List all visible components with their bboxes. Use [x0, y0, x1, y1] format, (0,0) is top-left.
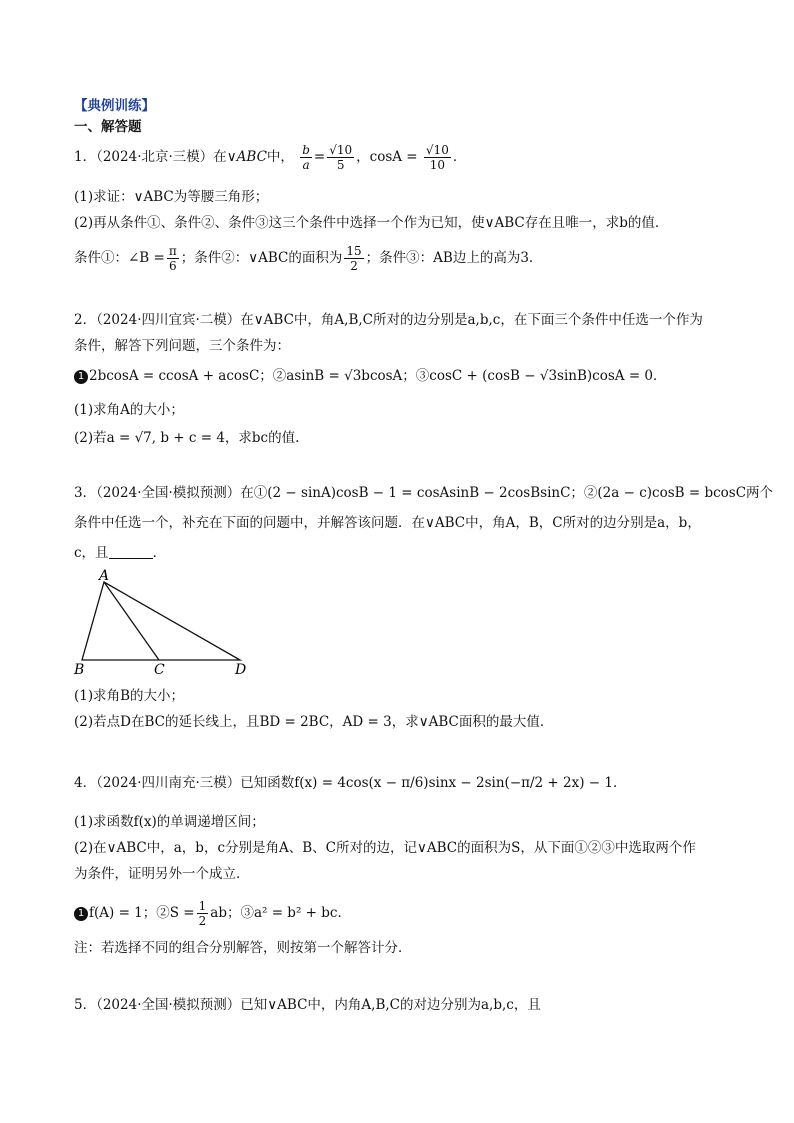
q1-stem: 1．（2024·北京·三模）在∨ABC中， $\frac{b}{a}$ = $\frac{√10}{5}$ ，cosA = $\frac{√10}{10}$ ． [74, 143, 467, 172]
answer-blank [109, 544, 153, 559]
label-d: D [235, 662, 247, 678]
q3-stem-line3: c，且 ． [74, 545, 167, 561]
q1-part1: (1)求证：∨ABC为等腰三角形； [74, 189, 269, 205]
q2-stem-line2: 条件，解答下列问题，三个条件为： [74, 338, 290, 354]
q1-frac-root10-over-5: $\frac{√10}{5}$ [329, 143, 353, 172]
q4-frac-1-over-2: $\frac{1}{2}$ [198, 899, 207, 928]
section-title: 一、解答题 [74, 119, 142, 135]
circled-1-icon: 1 [74, 907, 88, 921]
triangle-figure [70, 566, 260, 680]
q3-part1: (1)求角B的大小； [74, 688, 185, 704]
q4-stem: 4．（2024·四川南充·三模）已知函数f(x) = 4cos(x − π/6)sinx − 2sin(−π/2 + 2x) − 1． [74, 775, 627, 791]
q5-stem: 5．（2024·全国·模拟预测）已知∨ABC中，内角A,B,C的对边分别为a,b,c，且 [74, 997, 541, 1013]
triangle-abd [82, 582, 240, 660]
q1-frac-pi-over-6: $\frac{\pi}{6}$ [168, 244, 177, 273]
q2-stem-line1: 2．（2024·四川宜宾·二模）在∨ABC中，角A,B,C所对的边分别是a,b,c，在下面三个条件中任选一个作为 [74, 312, 703, 328]
q2-conditions: 1 2bcosA = ccosA + acosC；②asinB = √3bcosA；③cosC + (cosB − √3sinB)cosA = 0． [74, 366, 667, 386]
q4-conditions: 1 f(A) = 1；②S = $\frac{1}{2}$ ab；③a² = b² + bc． [74, 898, 351, 928]
q1-conditions: 条件①：∠B = $\frac{\pi}{6}$ ；条件②：∨ABC的面积为 $\frac{15}{2}$ ；条件③：AB边上的高为3． [74, 244, 543, 273]
q4-part2-line1: (2)在∨ABC中，a，b，c分别是角A、B、C所对的边，记∨ABC的面积为S，从下面①②③中选取两个作 [74, 840, 696, 856]
heading: 【典例训练】 [74, 98, 155, 114]
q1-frac-15-over-2: $\frac{15}{2}$ [346, 244, 362, 273]
label-b: B [74, 662, 85, 678]
q1-frac-root10-over-10: $\frac{√10}{10}$ [425, 143, 449, 172]
q4-part1: (1)求函数f(x)的单调递增区间； [74, 814, 265, 830]
label-a: A [99, 568, 110, 584]
q1-frac-b-over-a: $\frac{b}{a}$ [302, 143, 310, 172]
q2-part1: (1)求角A的大小； [74, 402, 184, 418]
q3-stem-line2: 条件中任选一个，补充在下面的问题中，并解答该问题．在∨ABC中，角A，B，C所对的边分别是a，b， [74, 515, 701, 531]
circled-1-icon: 1 [74, 370, 88, 384]
q4-note: 注：若选择不同的组合分别解答，则按第一个解答计分． [74, 940, 412, 956]
q4-part2-line2: 为条件，证明另外一个成立． [74, 866, 250, 882]
q1-part2: (2)再从条件①、条件②、条件③这三个条件中选择一个作为已知，使∨ABC存在且唯一，求b的值． [74, 215, 669, 231]
q3-part2: (2)若点D在BC的延长线上，且BD = 2BC，AD = 3，求∨ABC面积的最大值． [74, 714, 554, 730]
q2-part2: (2)若a = √7, b + c = 4，求bc的值. [74, 430, 300, 446]
label-c: C [154, 662, 165, 678]
q3-stem-line1: 3．（2024·全国·模拟预测）在①(2 − sinA)cosB − 1 = cosAsinB − 2cosBsinC；②(2a − c)cosB = bcosC两个 [74, 485, 774, 501]
segment-ac [104, 582, 159, 660]
